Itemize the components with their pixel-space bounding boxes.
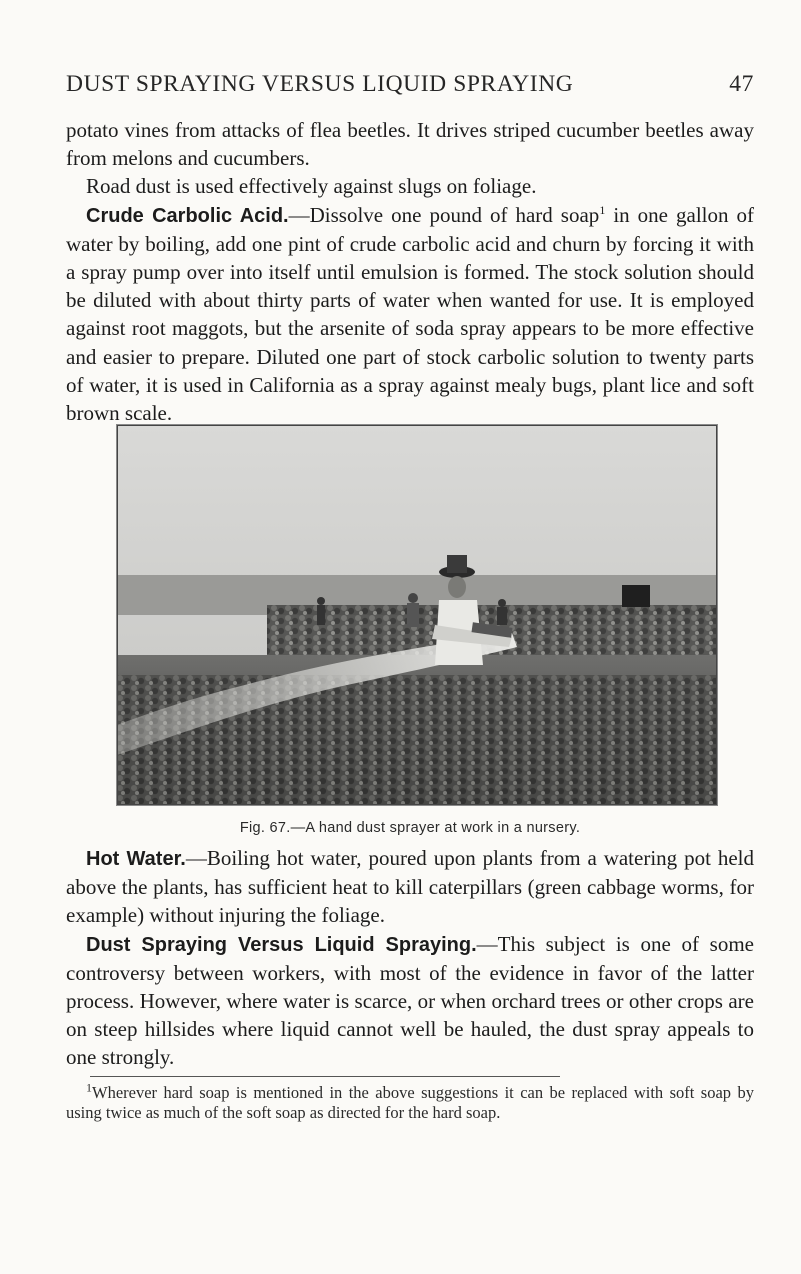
heading-dust-vs-liquid: Dust Spraying Versus Liquid Spraying. [86,933,477,956]
footnote-ref[interactable]: 1 [599,202,606,217]
paragraph-crude-carbolic-acid [66,201,754,428]
figure-caption: Fig. 67.—A hand dust sprayer at work in a nursery. [239,820,581,836]
heading-crude-carbolic-acid: Crude Carbolic Acid. [86,204,289,227]
footnote [66,1080,754,1123]
nursery-photo [117,425,717,805]
paragraph-dust-vs-liquid [66,930,754,1072]
paragraph-text: —Boiling hot water, poured upon plants from a watering pot held above the plants, has sufficient heat to kill caterpillars (green cabbage worms, for example) without injuring the foliage. [66,846,754,928]
heading-hot-water: Hot Water. [86,848,186,870]
running-head [66,64,754,104]
book-page [66,64,755,1122]
footnote-marker: 1 [86,1080,92,1095]
running-title: DUST SPRAYING VERSUS LIQUID SPRAYING [66,71,574,97]
paragraph-text: in one gallon of water by boiling, add one pint of crude carbolic acid and churn by forcing it with a spray pump over into itself until emulsion is formed. The stock solution should be diluted with about thirty parts of water when wanted for use. It is employed against root maggots, but the arsenite of soda spray appears to be more effective and easier to prepare. Diluted one part of stock carbolic solution to twenty parts of water, it is used in California as a spray against mealy bugs, plant lice and soft brown scale. [66,202,755,426]
paragraph-text: —This subject is one of some controversy between workers, with most of the evidence in favor of the latter process. However, where water is scarce, or when orchard trees or other crops are on steep hillsides where liquid cannot well be hauled, the dust spray appeals to one strongly. [66,931,755,1070]
paragraph-flea-beetles: potato vines from attacks of flea beetles. It drives striped cucumber beetles away from melons and cucumbers. [66,118,754,171]
footnote-divider [90,1076,560,1077]
foreground-plants [117,675,717,805]
footnote-text: Wherever hard soap is mentioned in the above suggestions it can be replaced with soft soap by using twice as much of the soft soap as directed for the hard soap. [66,1082,754,1122]
paragraph-text: —Dissolve one pound of hard soap [288,202,600,227]
figure-photo-dust-sprayer [116,424,718,806]
text-after-figure [66,844,754,1123]
page-number: 47 [729,71,754,97]
paragraph-road-dust: Road dust is used effectively against slugs on foliage. [86,174,537,199]
paragraph-hot-water [66,844,754,930]
